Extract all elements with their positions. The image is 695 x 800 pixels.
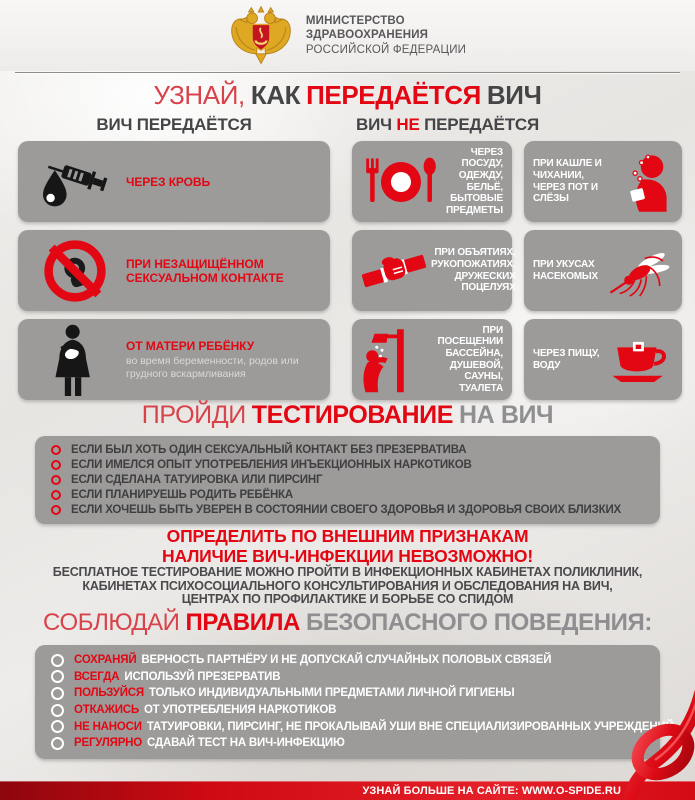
rules-title-accent: ПРАВИЛА bbox=[185, 609, 300, 636]
rule-item: ПОЛЬЗУЙСЯ ТОЛЬКО ИНДИВИДУАЛЬНЫМИ ПРЕДМЕТАМИ ЛИЧНОЙ ГИГИЕНЫ bbox=[51, 685, 646, 702]
nt-accent: НЕ bbox=[396, 115, 420, 134]
warning-info-1: БЕСПЛАТНОЕ ТЕСТИРОВАНИЕ МОЖНО ПРОЙТИ В ИНФЕКЦИОННЫХ КАБИНЕТАХ ПОЛИКЛИНИК, bbox=[52, 565, 643, 579]
russia-coat-of-arms-icon bbox=[229, 5, 293, 67]
warning-block bbox=[0, 527, 695, 607]
card-title: ЧЕРЕЗ КРОВЬ bbox=[126, 174, 210, 189]
ministry-line-2: ЗДРАВООХРАНЕНИЯ bbox=[305, 29, 429, 42]
shower-icon bbox=[361, 326, 415, 394]
ministry-line-3: РОССИЙСКОЙ ФЕДЕРАЦИИ bbox=[305, 43, 467, 56]
testing-item: ЕСЛИ ПЛАНИРУЕШЬ РОДИТЬ РЕБЁНКА bbox=[49, 488, 646, 503]
card-hugs-handshakes bbox=[352, 230, 516, 311]
testing-item: ЕСЛИ ИМЕЛСЯ ОПЫТ УПОТРЕБЛЕНИЯ ИНЪЕКЦИОННЫХ НАРКОТИКОВ bbox=[49, 457, 646, 472]
card-text: ПРИ УКУСАХ НАСЕКОМЫХ bbox=[533, 258, 598, 282]
ministry-header bbox=[0, 0, 695, 71]
nt-post: ПЕРЕДАЁТСЯ bbox=[424, 115, 540, 134]
bullet-icon bbox=[51, 737, 64, 750]
rules-title bbox=[0, 609, 695, 637]
rule-item: ВСЕГДА ИСПОЛЬЗУЙ ПРЕЗЕРВАТИВ bbox=[51, 669, 646, 686]
red-awareness-ribbon-icon bbox=[577, 688, 695, 800]
header-divider bbox=[15, 72, 680, 73]
ministry-line-1: МИНИСТЕРСТВО bbox=[305, 14, 405, 27]
testing-title-accent: ТЕСТИРОВАНИЕ bbox=[251, 401, 453, 429]
nt-pre: ВИЧ bbox=[356, 115, 392, 134]
warning-line-1: ОПРЕДЕЛИТЬ ПО ВНЕШНИМ ПРИЗНАКАМ bbox=[166, 526, 529, 546]
rule-item: ОТКАЖИСЬ ОТ УПОТРЕБЛЕНИЯ НАРКОТИКОВ bbox=[51, 702, 646, 719]
testing-checklist bbox=[35, 436, 660, 524]
card-text: ПРИ ПОСЕЩЕНИИ БАССЕЙНА, ДУШЕВОЙ, САУНЫ, ТУАЛЕТА bbox=[437, 324, 503, 394]
testing-item: ЕСЛИ ХОЧЕШЬ БЫТЬ УВЕРЕН В СОСТОЯНИИ СВОЕГО ЗДОРОВЬЯ И ЗДОРОВЬЯ СВОИХ БЛИЗКИХ bbox=[49, 503, 646, 518]
card-dishes-clothes bbox=[352, 141, 512, 222]
card-description: во время беременности, родов или грудного вскармливания bbox=[126, 355, 299, 380]
sneeze-icon bbox=[615, 149, 673, 215]
card-title: ОТ МАТЕРИ РЕБЁНКУ bbox=[126, 339, 255, 353]
title-tail: ВИЧ bbox=[486, 80, 542, 110]
title-lead: УЗНАЙ, bbox=[153, 80, 245, 110]
rules-list bbox=[35, 645, 674, 759]
mother-child-icon bbox=[28, 324, 122, 396]
rule-item: НЕ НАНОСИ ТАТУИРОВКИ, ПИРСИНГ, НЕ ПРОКАЛЫВАЙ УШИ ВНЕ СПЕЦИАЛИЗИРОВАННЫХ УЧРЕЖДЕНИЙ bbox=[51, 718, 646, 735]
testing-title-tail: НА ВИЧ bbox=[458, 401, 554, 429]
card-cough-sneeze bbox=[524, 141, 682, 222]
card-food-water bbox=[524, 319, 682, 400]
column-header-transmitted: ВИЧ ПЕРЕДАЁТСЯ bbox=[96, 115, 252, 134]
rules-title-lead: СОБЛЮДАЙ bbox=[43, 609, 180, 636]
syringe-blood-icon bbox=[28, 150, 122, 214]
not-transmitted-cards bbox=[352, 141, 682, 400]
bullet-icon bbox=[51, 720, 64, 733]
card-title: ПРИ НЕЗАЩИЩЁННОМ СЕКСУАЛЬНОМ КОНТАКТЕ bbox=[126, 256, 284, 285]
rule-item: СОХРАНЯЙ ВЕРНОСТЬ ПАРТНЁРУ И НЕ ДОПУСКАЙ СЛУЧАЙНЫХ ПОЛОВЫХ СВЯЗЕЙ bbox=[51, 652, 646, 669]
card-insect-bites bbox=[524, 230, 682, 311]
bullet-icon bbox=[51, 445, 61, 455]
card-pool-shower-sauna bbox=[352, 319, 512, 400]
testing-item: ЕСЛИ СДЕЛАНА ТАТУИРОВКА ИЛИ ПИРСИНГ bbox=[49, 472, 646, 487]
bullet-icon bbox=[51, 687, 64, 700]
tableware-icon bbox=[361, 154, 441, 210]
card-mother-to-child bbox=[18, 319, 330, 400]
warning-info-2: КАБИНЕТАХ ПСИХОСОЦИАЛЬНОГО КОНСУЛЬТИРОВАНИЯ И ОБСЛЕДОВАНИЯ НА ВИЧ, bbox=[82, 578, 613, 593]
testing-item: ЕСЛИ БЫЛ ХОТЬ ОДИН СЕКСУАЛЬНЫЙ КОНТАКТ БЕЗ ПРЕЗЕРВАТИВА bbox=[49, 442, 646, 457]
teacup-icon bbox=[607, 336, 673, 384]
card-through-blood bbox=[18, 141, 330, 222]
no-condom-icon bbox=[28, 238, 122, 304]
transmitted-cards bbox=[18, 141, 330, 400]
column-header-not-transmitted bbox=[356, 115, 539, 135]
title-accent: ПЕРЕДАЁТСЯ bbox=[306, 80, 481, 110]
testing-title bbox=[0, 401, 695, 430]
bullet-icon bbox=[51, 490, 61, 500]
bullet-icon bbox=[51, 670, 64, 683]
rules-title-tail: БЕЗОПАСНОГО ПОВЕДЕНИЯ: bbox=[305, 609, 652, 636]
card-text: ПРИ КАШЛЕ И ЧИХАНИИ, ЧЕРЕЗ ПОТ И СЛЁЗЫ bbox=[533, 158, 602, 205]
warning-line-2: НАЛИЧИЕ ВИЧ-ИНФЕКЦИИ НЕВОЗМОЖНО! bbox=[162, 545, 533, 566]
page-title bbox=[0, 80, 695, 111]
bullet-icon bbox=[51, 704, 64, 717]
rule-item: РЕГУЛЯРНО СДАВАЙ ТЕСТ НА ВИЧ-ИНФЕКЦИЮ bbox=[51, 735, 646, 752]
testing-title-lead: ПРОЙДИ bbox=[141, 401, 246, 429]
title-mid: КАК bbox=[250, 80, 301, 110]
mosquito-icon bbox=[603, 244, 673, 298]
card-text: ЧЕРЕЗ ПИЩУ, ВОДУ bbox=[533, 347, 600, 371]
footer-site-text: УЗНАЙ БОЛЬШЕ НА САЙТЕ: WWW.O-SPIDE.RU bbox=[362, 784, 621, 797]
bullet-icon bbox=[51, 505, 61, 515]
card-unprotected-sex bbox=[18, 230, 330, 311]
bullet-icon bbox=[51, 654, 64, 667]
card-text: ПРИ ОБЪЯТИЯХ, РУКОПОЖАТИЯХ, ДРУЖЕСКИХ ПОЦЕЛУЯХ bbox=[431, 247, 516, 294]
ministry-name bbox=[306, 14, 466, 58]
bullet-icon bbox=[51, 475, 61, 485]
bullet-icon bbox=[51, 460, 61, 470]
warning-info-3: ЦЕНТРАХ ПО ПРОФИЛАКТИКЕ И БОРЬБЕ СО СПИДОМ bbox=[181, 592, 514, 606]
handshake-icon bbox=[361, 245, 427, 297]
card-text: ЧЕРЕЗ ПОСУДУ, ОДЕЖДУ, БЕЛЬЁ, БЫТОВЫЕ ПРЕДМЕТЫ bbox=[446, 146, 503, 216]
